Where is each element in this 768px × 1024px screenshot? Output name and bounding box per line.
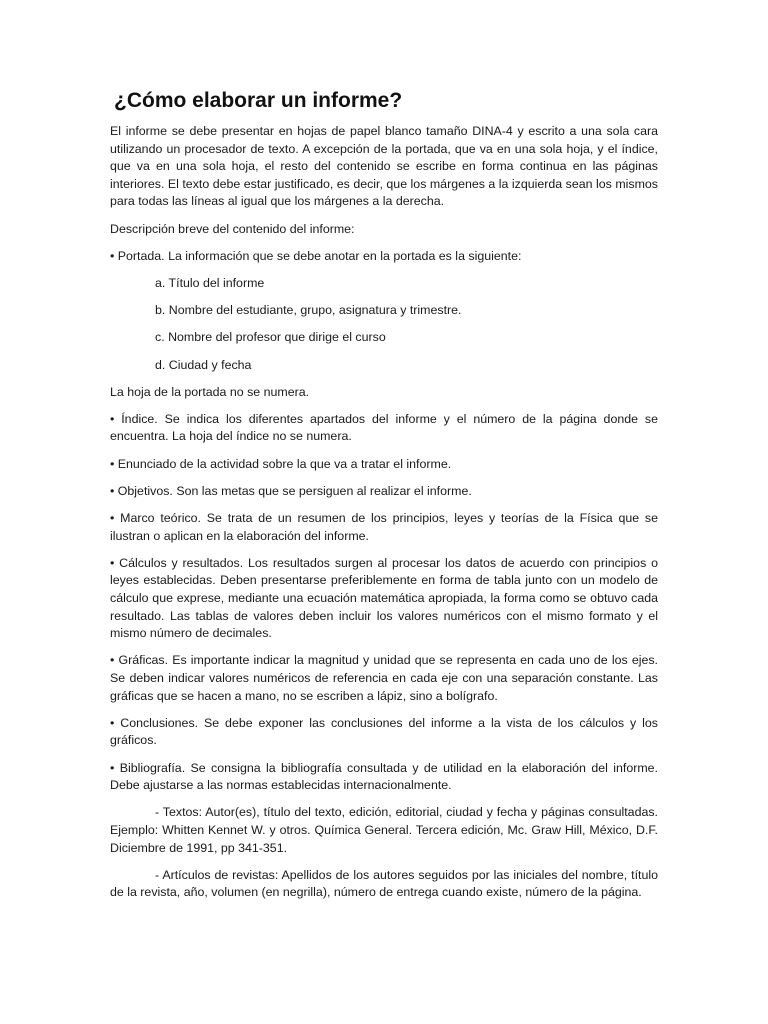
intro-paragraph: El informe se debe presentar en hojas de papel blanco tamaño DINA-4 y escrito a una sola cara utilizando un procesador de texto. A excepción de la portada, que va en una sola hoja, y el índice, que va en una sola hoja, el resto del contenido se escribe en forma continua en las páginas interiores. El texto debe estar justificado, es decir, que los márgenes a la izquierda sean los mismos para todas las líneas al igual que los márgenes a la derecha. xyxy=(110,124,658,209)
portada-item-d: d. Ciudad y fecha xyxy=(155,357,252,372)
portada-item-a: a. Título del informe xyxy=(155,275,265,290)
document-title: ¿Cómo elaborar un informe? xyxy=(114,89,403,112)
portada-item-c: c. Nombre del profesor que dirige el curso xyxy=(155,330,386,345)
objetivos-bullet: • Objetivos. Son las metas que se persiguen al realizar el informe. xyxy=(110,483,472,498)
graficas-bullet: • Gráficas. Es importante indicar la magnitud y unidad que se representa en cada uno de los ejes. Se deben indicar valores numéricos de referencia en cada eje con una separación constante. Las gráficas que se hacen a mano, no se escriben a lápiz, sino a bolígrafo. xyxy=(110,653,658,703)
enunciado-bullet: • Enunciado de la actividad sobre la que va a tratar el informe. xyxy=(110,456,452,471)
conclusiones-bullet: • Conclusiones. Se debe exponer las conclusiones del informe a la vista de los cálculos y los gráficos. xyxy=(110,715,658,748)
articulos-reference: - Artículos de revistas: Apellidos de los autores seguidos por las iniciales del nombre, título de la revista, año, volumen (en negrilla), número de entrega cuando existe, número de la página. xyxy=(110,867,658,900)
calculos-bullet: • Cálculos y resultados. Los resultados surgen al procesar los datos de acuerdo con principios o leyes establecidas. Deben presentarse preferiblemente en forma de tabla junto con un modelo de cálculo que exprese, mediante una ecuación matemática apropiada, la forma como se obtuvo cada resultado. Las tablas de valores deben incluir los valores numéricos con el mismo formato y el mismo número de decimales. xyxy=(110,555,658,641)
bibliografia-bullet: • Bibliografía. Se consigna la bibliografía consultada y de utilidad en la elaboración del informe. Debe ajustarse a las normas establecidas internacionalmente. xyxy=(110,760,658,793)
textos-reference: - Textos: Autor(es), título del texto, edición, editorial, ciudad y fecha y páginas consultadas. Ejemplo: Whitten Kennet W. y otros. Química General. Tercera edición, Mc. Graw Hill, México, D.F. Diciembre de 1991, pp 341-351. xyxy=(110,805,658,855)
portada-bullet: • Portada. La información que se debe anotar en la portada es la siguiente: xyxy=(110,248,522,263)
marco-teorico-bullet: • Marco teórico. Se trata de un resumen de los principios, leyes y teorías de la Física que se ilustran o aplican en la elaboración del informe. xyxy=(110,511,658,543)
portada-item-b: b. Nombre del estudiante, grupo, asignatura y trimestre. xyxy=(155,303,462,318)
portada-note: La hoja de la portada no se numera. xyxy=(110,384,310,399)
description-heading: Descripción breve del contenido del informe: xyxy=(110,221,355,236)
indice-bullet: • Índice. Se indica los diferentes apartados del informe y el número de la página donde se encuentra. La hoja del índice no se numera. xyxy=(110,411,658,444)
